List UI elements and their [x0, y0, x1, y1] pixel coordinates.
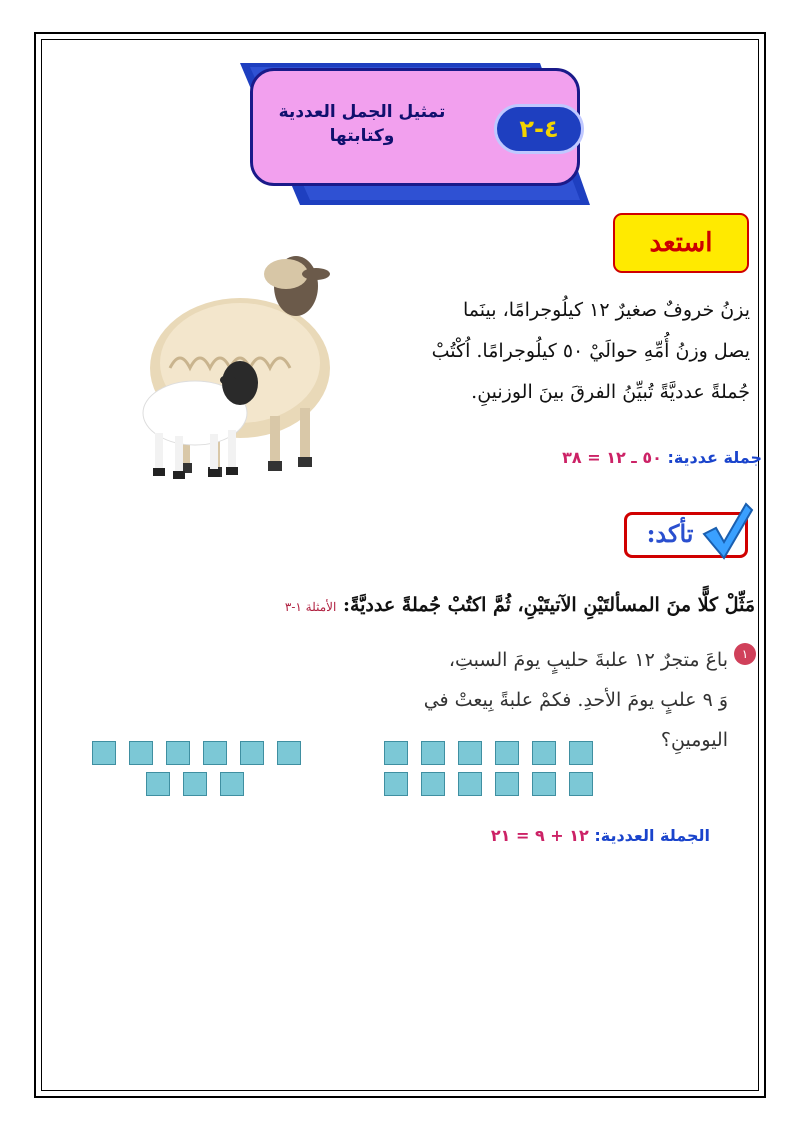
- square-group-a: [421, 741, 445, 765]
- confirm-equation-label: الجملة العددية:: [594, 826, 710, 845]
- square-group-b: [220, 772, 244, 796]
- confirm-equation-value: ١٢ + ٩ = ٢١: [490, 826, 589, 845]
- square-group-b: [146, 772, 170, 796]
- lesson-number-badge: ٤-٢: [494, 104, 584, 154]
- square-group-b: [240, 741, 264, 765]
- ready-line-2: يصل وزنُ أُمِّهِ حوالَيْ ٥٠ كيلُوجرامًا. اُكْتُبْ: [431, 340, 750, 362]
- confirm-equation: [420, 826, 710, 845]
- sheep-image: [100, 248, 350, 488]
- question-line-2: وَ ٩ علبٍ يومَ الأحدِ. فكمْ علبةً بِيعتْ في: [423, 689, 728, 711]
- ready-equation-value: ٥٠ ـ ١٢ = ٣٨: [562, 448, 662, 467]
- square-group-b: [183, 772, 207, 796]
- ready-paragraph: [410, 290, 750, 413]
- square-group-a: [495, 772, 519, 796]
- confirm-label: تأكد:: [646, 519, 694, 548]
- square-group-a: [569, 741, 593, 765]
- square-group-a: [421, 772, 445, 796]
- square-group-b: [166, 741, 190, 765]
- confirm-instruction: [150, 590, 755, 622]
- question-line-1: باعَ متجرٌ ١٢ علبةَ حليبٍ يومَ السبتِ،: [448, 649, 728, 671]
- square-group-a: [384, 741, 408, 765]
- square-group-a: [569, 772, 593, 796]
- square-group-a: [458, 772, 482, 796]
- square-group-a: [495, 741, 519, 765]
- ready-label: استعد: [613, 213, 749, 273]
- ready-line-1: يزنُ خروفٌ صغيرٌ ١٢ كيلُوجرامًا، بينَما: [463, 299, 750, 321]
- square-group-a: [384, 772, 408, 796]
- instruction-text: مَثِّلْ كلًّا منَ المسألتَيْنِ الآتيتَيْنِ، ثُمَّ اكتُبْ جُملةً عدديَّةً:: [342, 594, 755, 616]
- ready-equation: [470, 448, 762, 467]
- check-mark-icon: [700, 502, 754, 560]
- square-group-b: [129, 741, 153, 765]
- square-group-b: [203, 741, 227, 765]
- square-group-a: [532, 772, 556, 796]
- question-number-badge: ١: [734, 643, 756, 665]
- square-group-b: [277, 741, 301, 765]
- square-group-a: [458, 741, 482, 765]
- lesson-title-line2: وكتابتها: [329, 126, 395, 146]
- question-line-3: اليومينِ؟: [660, 729, 728, 751]
- square-group-b: [92, 741, 116, 765]
- lesson-title-line1: تمثيل الجمل العددية: [278, 102, 446, 122]
- ready-equation-label: جملة عددية:: [667, 448, 762, 467]
- ready-line-3: جُملةً عدديَّةً تُبيِّنُ الفرقَ بينَ الوزنينِ.: [471, 381, 750, 403]
- lesson-title: [262, 100, 462, 148]
- examples-reference: الأمثلة ١-٣: [284, 600, 337, 614]
- square-group-a: [532, 741, 556, 765]
